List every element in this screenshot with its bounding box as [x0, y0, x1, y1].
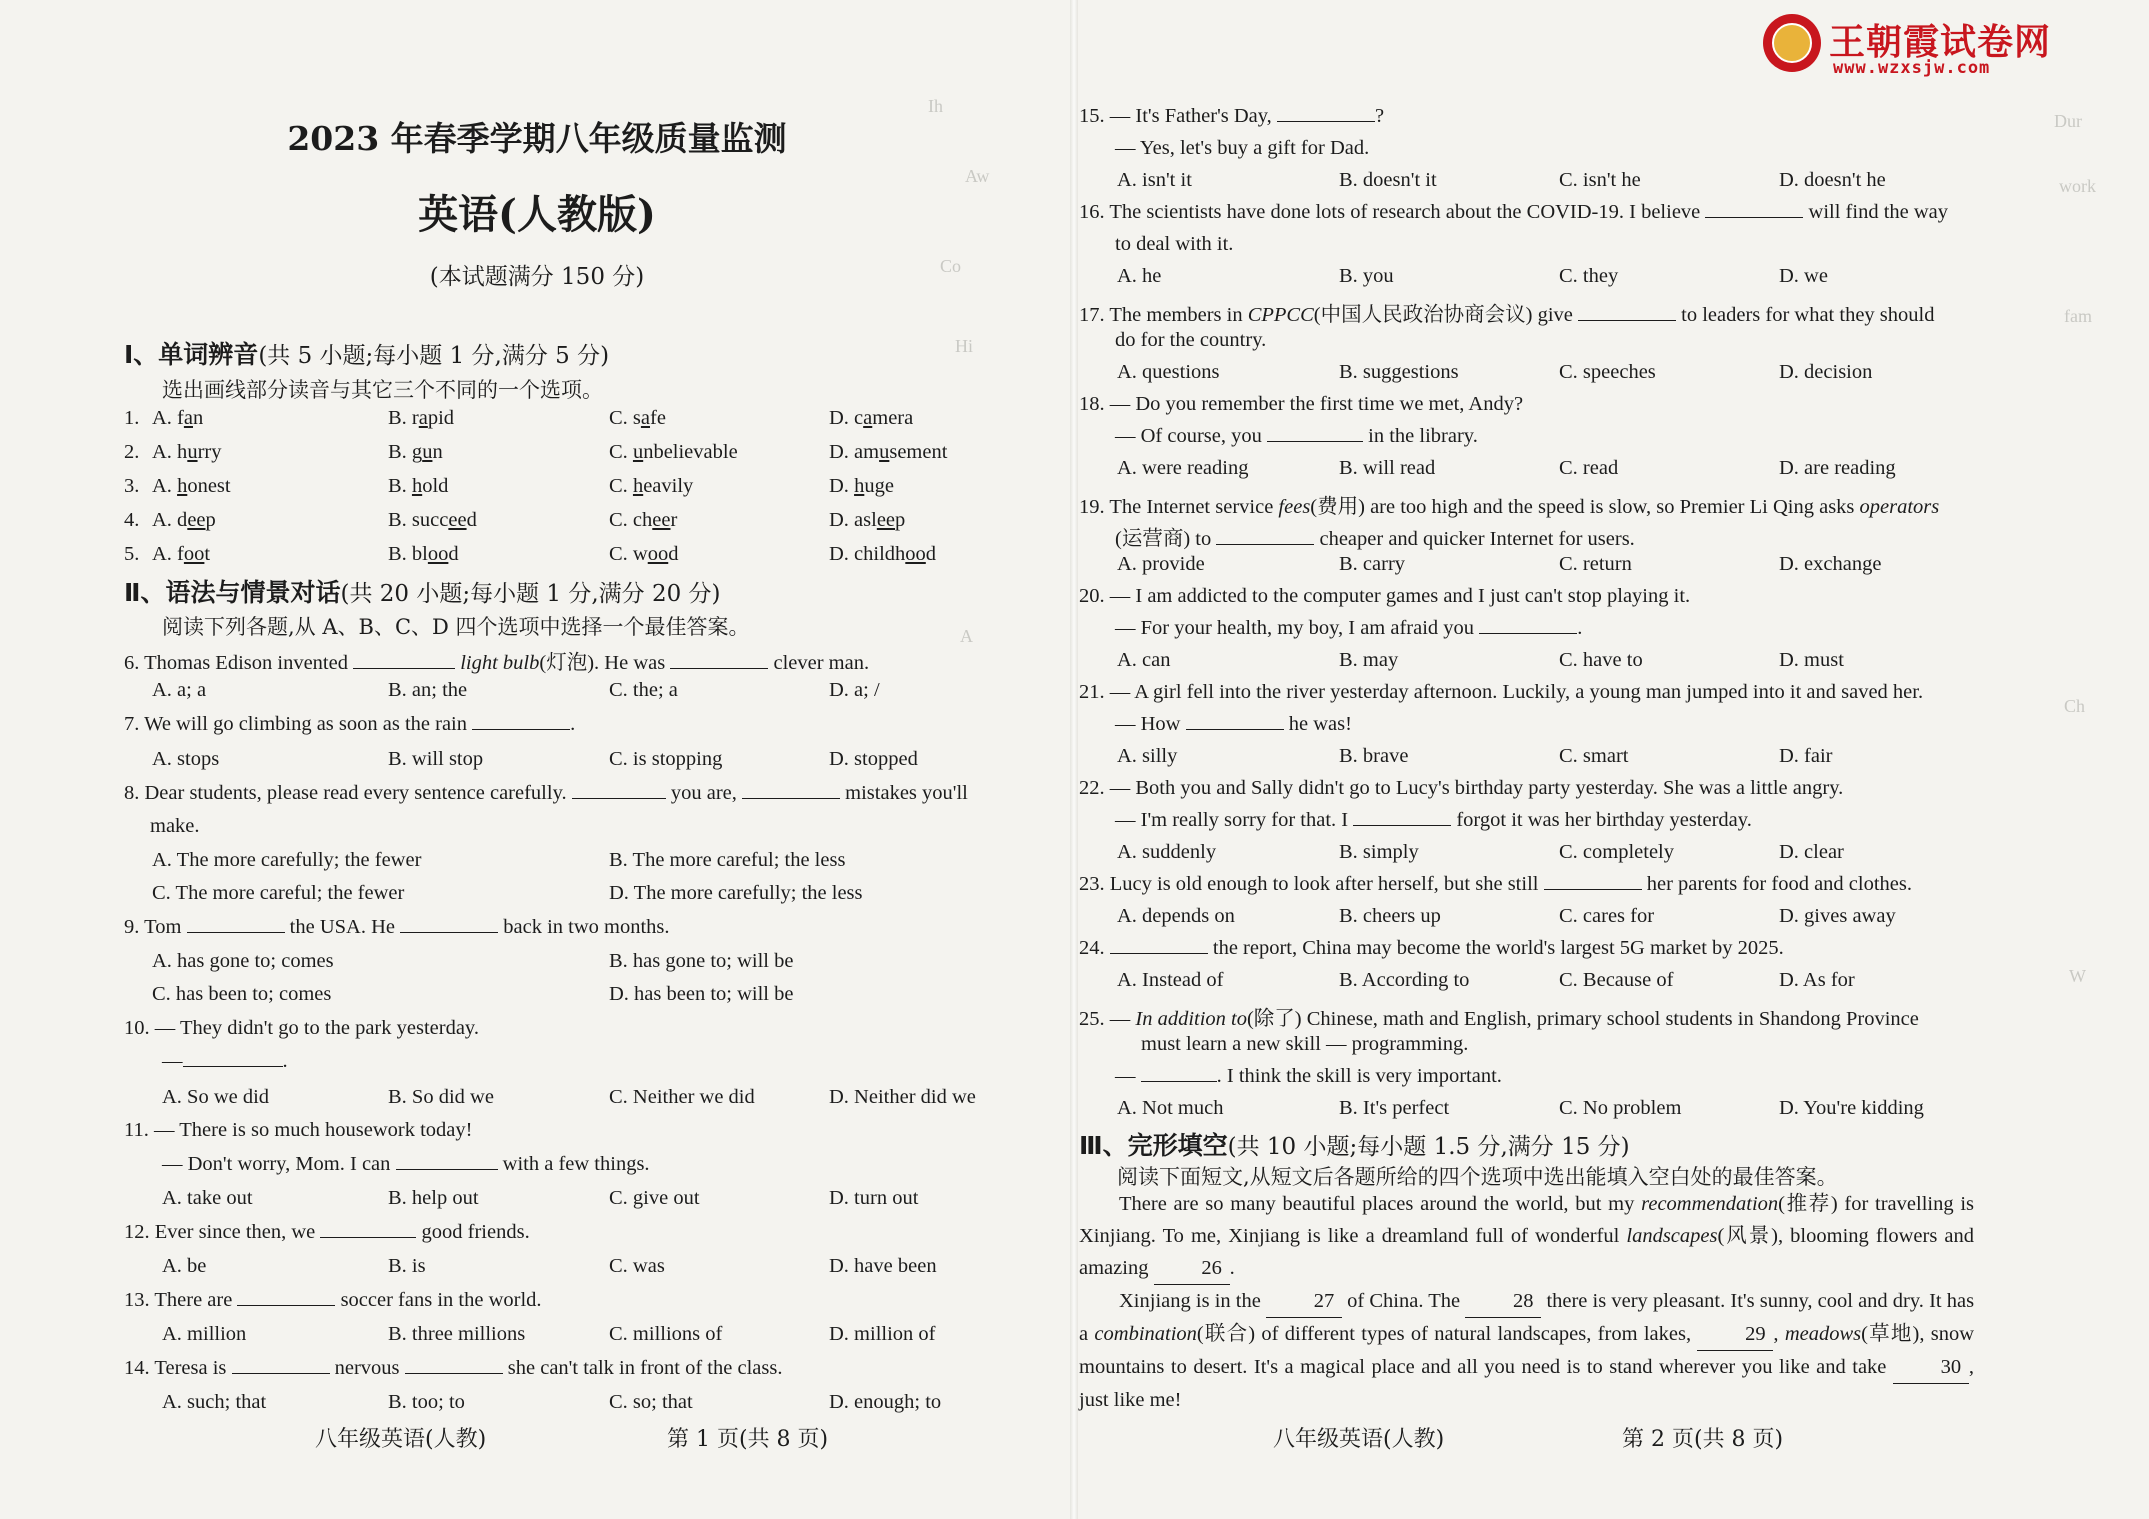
section-3-heading	[1079, 1126, 1630, 1162]
section-2-sub: (共 20 小题;每小题 1 分,满分 20 分)	[340, 581, 721, 607]
section-1-heading	[124, 335, 609, 371]
question-number: 1.	[124, 407, 140, 429]
option-d: D. huge	[829, 475, 894, 497]
question-12-stem: 12. Ever since then, we good friends.	[124, 1221, 530, 1243]
q18-option-d: D. are reading	[1779, 457, 1896, 479]
option-a: A. honest	[152, 475, 231, 497]
question-11-response: — Don't worry, Mom. I can with a few things.	[162, 1153, 650, 1175]
q14-option-b: B. too; to	[388, 1391, 465, 1413]
question-15-response: — Yes, let's buy a gift for Dad.	[1115, 137, 1370, 159]
watermark-site-name: 王朝霞试卷网	[1829, 22, 2052, 63]
q18-option-c: C. read	[1559, 457, 1619, 479]
q6-option-d: D. a; /	[829, 679, 880, 701]
section-2-heading	[124, 573, 721, 609]
footer-page-number: 第 2 页(共 8 页)	[1622, 1427, 1784, 1452]
section-1-sub: (共 5 小题;每小题 1 分,满分 5 分)	[258, 343, 610, 369]
option-b: B. succeed	[388, 509, 477, 531]
question-16-stem: 16. The scientists have done lots of research about the COVID-19. I believe will find the way	[1079, 201, 1949, 223]
q10-option-c: C. Neither we did	[609, 1086, 755, 1108]
q15-option-b: B. doesn't it	[1339, 169, 1437, 191]
option-a: A. hurry	[152, 441, 222, 463]
question-number: 4.	[124, 509, 140, 531]
q17-option-b: B. suggestions	[1339, 361, 1459, 383]
q13-option-c: C. millions of	[609, 1323, 723, 1345]
q9-option-d: D. has been to; will be	[609, 983, 794, 1005]
question-6-stem: 6. Thomas Edison invented light bulb(灯泡). He was clever man.	[124, 652, 870, 674]
question-10-stem: 10. — They didn't go to the park yesterday.	[124, 1017, 479, 1039]
q12-option-c: C. was	[609, 1255, 665, 1277]
q8-option-b: B. The more careful; the less	[609, 849, 846, 871]
bleed-through-text: W	[2069, 966, 2086, 986]
q22-option-b: B. simply	[1339, 841, 1419, 863]
section-2-instruction: 阅读下列各题,从 A、B、C、D 四个选项中选择一个最佳答案。	[162, 615, 750, 639]
bleed-through-text: Aw	[965, 166, 990, 186]
q23-option-b: B. cheers up	[1339, 905, 1441, 927]
q21-option-c: C. smart	[1559, 745, 1629, 767]
option-d: D. asleep	[829, 509, 906, 531]
section-3-title: Ⅲ、完形填空	[1079, 1131, 1228, 1160]
q23-option-d: D. gives away	[1779, 905, 1896, 927]
q15-option-c: C. isn't he	[1559, 169, 1641, 191]
q20-option-c: C. have to	[1559, 649, 1643, 671]
q13-option-b: B. three millions	[388, 1323, 526, 1345]
q7-option-c: C. is stopping	[609, 748, 723, 770]
section-3-instruction: 阅读下面短文,从短文后各题所给的四个选项中选出能填入空白处的最佳答案。	[1117, 1165, 1838, 1189]
q23-option-c: C. cares for	[1559, 905, 1655, 927]
option-c: C. wood	[609, 543, 679, 565]
question-23-stem: 23. Lucy is old enough to look after herself, but she still her parents for food and clothes.	[1079, 873, 1912, 895]
q19-option-c: C. return	[1559, 553, 1632, 575]
section-1-title: Ⅰ、单词辨音	[124, 340, 259, 369]
exam-score-note: (本试题满分 150 分)	[429, 264, 645, 290]
q11-option-b: B. help out	[388, 1187, 479, 1209]
q21-option-a: A. silly	[1117, 745, 1178, 767]
q18-option-a: A. were reading	[1117, 457, 1249, 479]
q11-option-d: D. turn out	[829, 1187, 919, 1209]
q11-option-a: A. take out	[162, 1187, 253, 1209]
q25-option-d: D. You're kidding	[1779, 1097, 1924, 1119]
q16-option-d: D. we	[1779, 265, 1828, 287]
question-7-stem: 7. We will go climbing as soon as the rain .	[124, 713, 576, 735]
q22-option-d: D. clear	[1779, 841, 1844, 863]
cloze-blank-29: 29	[1697, 1318, 1773, 1351]
bleed-through-text: A	[960, 626, 973, 646]
site-watermark-logo	[1763, 8, 2093, 80]
question-21-stem: 21. — A girl fell into the river yesterday afternoon. Luckily, a young man jumped into it and saved her.	[1079, 681, 1924, 703]
section-3-sub: (共 10 小题;每小题 1.5 分,满分 15 分)	[1227, 1134, 1630, 1160]
option-d: D. amusement	[829, 441, 948, 463]
question-19-stem: 19. The Internet service fees(费用) are too high and the speed is slow, so Premier Li Qing asks operators	[1079, 496, 1940, 518]
cloze-blank-26: 26	[1154, 1252, 1230, 1285]
option-a: A. deep	[152, 509, 216, 531]
cloze-paragraph-1: There are so many beautiful places around the world, but my recommendation(推荐) for travelling is Xinjiang. To me, Xinjiang is like a dreamland full of wonderful landscapes(风景), blooming flowers and amazing 26 .	[1079, 1188, 1974, 1285]
question-9-stem: 9. Tom the USA. He back in two months.	[124, 916, 670, 938]
q11-option-c: C. give out	[609, 1187, 700, 1209]
q17-option-c: C. speeches	[1559, 361, 1656, 383]
question-21-response: — How he was!	[1115, 713, 1352, 735]
option-a: A. fan	[152, 407, 204, 429]
q15-option-a: A. isn't it	[1117, 169, 1192, 191]
q25-option-a: A. Not much	[1117, 1097, 1224, 1119]
q10-option-d: D. Neither did we	[829, 1086, 976, 1108]
question-18-response: — Of course, you in the library.	[1115, 425, 1478, 447]
q17-option-d: D. decision	[1779, 361, 1873, 383]
bleed-through-text: Hi	[955, 336, 973, 356]
q23-option-a: A. depends on	[1117, 905, 1235, 927]
option-b: B. gun	[388, 441, 443, 463]
question-17-stem: 17. The members in CPPCC(中国人民政治协商会议) give to leaders for what they should	[1079, 304, 1935, 326]
footer-subject: 八年级英语(人教)	[315, 1427, 487, 1452]
q16-option-a: A. he	[1117, 265, 1162, 287]
option-b: B. hold	[388, 475, 449, 497]
cloze-paragraph-2: Xinjiang is in the 27 of China. The 28 there is very pleasant. It's sunny, cool and dry. It has a combination(联合) of different types of natural landscapes, from lakes, 29 , meadows(草地), snow mountains to desert. It's a magical place and all you need is to stand wherever you like and take 30 , just like me!	[1079, 1285, 1974, 1416]
question-16-stem-cont: to deal with it.	[1115, 233, 1234, 255]
q6-option-c: C. the; a	[609, 679, 678, 701]
page-one	[0, 0, 1074, 1519]
bleed-through-text: Ch	[2064, 696, 2086, 716]
question-8-stem-cont: make.	[150, 815, 200, 837]
q24-option-a: A. Instead of	[1117, 969, 1224, 991]
q9-option-b: B. has gone to; will be	[609, 950, 794, 972]
cloze-blank-30: 30	[1893, 1351, 1969, 1384]
question-20-response: — For your health, my boy, I am afraid you .	[1115, 617, 1583, 639]
option-d: D. childhood	[829, 543, 937, 565]
bleed-through-text: fam	[2064, 306, 2092, 326]
q20-option-b: B. may	[1339, 649, 1399, 671]
q7-option-b: B. will stop	[388, 748, 484, 770]
q7-option-d: D. stopped	[829, 748, 918, 770]
q13-option-a: A. million	[162, 1323, 247, 1345]
q14-option-c: C. so; that	[609, 1391, 693, 1413]
q12-option-a: A. be	[162, 1255, 207, 1277]
exam-subject: 英语(人教版)	[418, 191, 656, 238]
option-b: B. rapid	[388, 407, 455, 429]
question-number: 5.	[124, 543, 140, 565]
exam-title: 2023 年春季学期八年级质量监测	[287, 119, 787, 158]
question-13-stem: 13. There are soccer fans in the world.	[124, 1289, 542, 1311]
question-25-stem: 25. — In addition to(除了) Chinese, math and English, primary school students in Shandong Province	[1079, 1008, 1919, 1030]
q24-option-d: D. As for	[1779, 969, 1855, 991]
bleed-through-text: Co	[940, 256, 962, 276]
q21-option-d: D. fair	[1779, 745, 1833, 767]
q10-option-a: A. So we did	[162, 1086, 270, 1108]
question-24-stem: 24. the report, China may become the world's largest 5G market by 2025.	[1079, 937, 1784, 959]
q6-option-a: A. a; a	[152, 679, 207, 701]
question-10-response: — .	[162, 1050, 288, 1072]
section-2-title: Ⅱ、语法与情景对话	[124, 578, 341, 607]
q19-option-d: D. exchange	[1779, 553, 1882, 575]
question-19-stem-cont: (运营商) to cheaper and quicker Internet for users.	[1115, 528, 1635, 550]
q15-option-d: D. doesn't he	[1779, 169, 1886, 191]
footer-page-number: 第 1 页(共 8 页)	[667, 1427, 829, 1452]
cloze-blank-27: 27	[1266, 1285, 1342, 1318]
bleed-through-text: work	[2059, 176, 2096, 196]
q19-option-b: B. carry	[1339, 553, 1406, 575]
question-number: 2.	[124, 441, 140, 463]
q24-option-c: C. Because of	[1559, 969, 1674, 991]
footer-subject: 八年级英语(人教)	[1273, 1427, 1445, 1452]
q18-option-b: B. will read	[1339, 457, 1436, 479]
section-1-instruction: 选出画线部分读音与其它三个不同的一个选项。	[162, 378, 603, 402]
question-20-stem: 20. — I am addicted to the computer games and I just can't stop playing it.	[1079, 585, 1691, 607]
q14-option-a: A. such; that	[162, 1391, 267, 1413]
question-11-stem: 11. — There is so much housework today!	[124, 1119, 473, 1141]
watermark-url: www.wzxsjw.com	[1833, 58, 1991, 78]
question-15-stem: 15. — It's Father's Day, ?	[1079, 105, 1385, 127]
q22-option-c: C. completely	[1559, 841, 1675, 863]
q25-option-b: B. It's perfect	[1339, 1097, 1450, 1119]
question-25-stem-cont: must learn a new skill — programming.	[1141, 1033, 1469, 1055]
q16-option-c: C. they	[1559, 265, 1619, 287]
q17-option-a: A. questions	[1117, 361, 1220, 383]
question-17-stem-cont: do for the country.	[1115, 329, 1267, 351]
cloze-passage	[1079, 1188, 1974, 1416]
q14-option-d: D. enough; to	[829, 1391, 942, 1413]
q6-option-b: B. an; the	[388, 679, 468, 701]
q16-option-b: B. you	[1339, 265, 1394, 287]
option-c: C. unbelievable	[609, 441, 738, 463]
option-d: D. camera	[829, 407, 914, 429]
q10-option-b: B. So did we	[388, 1086, 494, 1108]
cloze-blank-28: 28	[1465, 1285, 1541, 1318]
q9-option-a: A. has gone to; comes	[152, 950, 334, 972]
q22-option-a: A. suddenly	[1117, 841, 1217, 863]
option-c: C. safe	[609, 407, 666, 429]
question-number: 3.	[124, 475, 140, 497]
emblem-icon	[1763, 14, 1821, 72]
q19-option-a: A. provide	[1117, 553, 1205, 575]
option-b: B. blood	[388, 543, 459, 565]
q24-option-b: B. According to	[1339, 969, 1470, 991]
bleed-through-text: Dur	[2054, 111, 2082, 131]
q8-option-a: A. The more carefully; the fewer	[152, 849, 422, 871]
q25-option-c: C. No problem	[1559, 1097, 1682, 1119]
q20-option-d: D. must	[1779, 649, 1844, 671]
option-c: C. cheer	[609, 509, 678, 531]
question-22-stem: 22. — Both you and Sally didn't go to Lucy's birthday party yesterday. She was a little angry.	[1079, 777, 1844, 799]
q21-option-b: B. brave	[1339, 745, 1409, 767]
bleed-through-text: Ih	[928, 96, 943, 116]
question-25-response: — . I think the skill is very important.	[1115, 1065, 1502, 1087]
q12-option-d: D. have been	[829, 1255, 937, 1277]
q9-option-c: C. has been to; comes	[152, 983, 332, 1005]
q13-option-d: D. million of	[829, 1323, 936, 1345]
question-18-stem: 18. — Do you remember the first time we met, Andy?	[1079, 393, 1524, 415]
q12-option-b: B. is	[388, 1255, 426, 1277]
option-c: C. heavily	[609, 475, 694, 497]
question-14-stem: 14. Teresa is nervous she can't talk in front of the class.	[124, 1357, 783, 1379]
option-a: A. foot	[152, 543, 211, 565]
q8-option-d: D. The more carefully; the less	[609, 882, 863, 904]
q7-option-a: A. stops	[152, 748, 220, 770]
q20-option-a: A. can	[1117, 649, 1171, 671]
question-8-stem: 8. Dear students, please read every sentence carefully. you are, mistakes you'll	[124, 782, 968, 804]
q8-option-c: C. The more careful; the fewer	[152, 882, 405, 904]
question-22-response: — I'm really sorry for that. I forgot it was her birthday yesterday.	[1115, 809, 1752, 831]
